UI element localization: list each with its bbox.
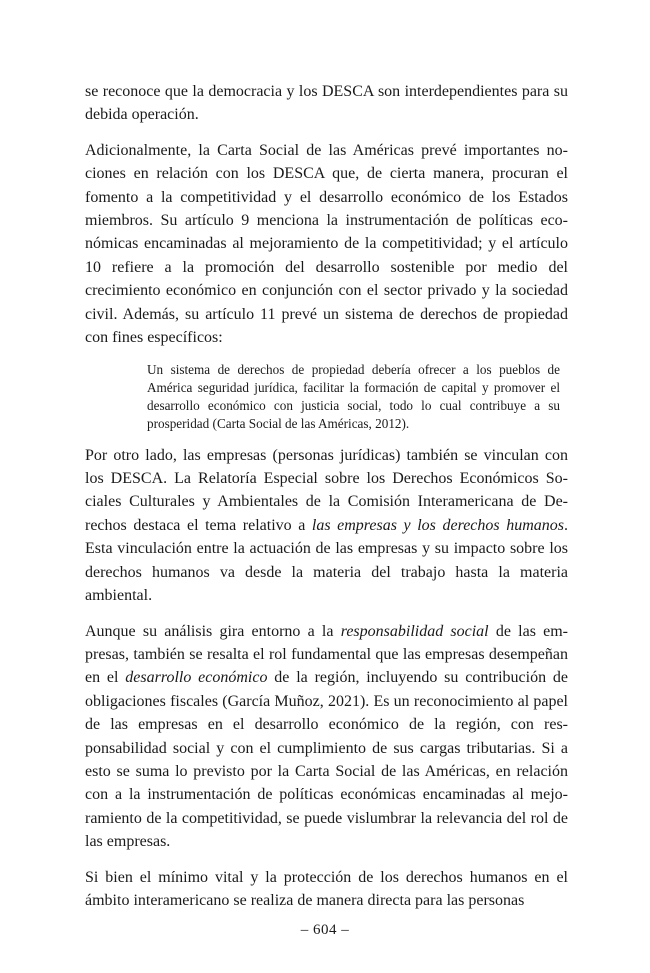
paragraph-text: de las empresas, también se resalta el rol fundamental que las empresas desempeñan en el	[85, 622, 568, 687]
page-number: – 604 –	[300, 922, 350, 938]
paragraph-carta-social: Adicionalmente, la Carta Social de las Américas prevé importantes nociones en relación con los DESCA que, de cierta manera, procuran el fomento a la competitividad y el desarrollo económico de los Estados miembros. Su artículo 9 menciona la instrumentación de políticas económicas encaminadas al mejoramiento de la competitividad; y el artículo 10 refiere a la promoción del desarrollo sostenible por medio del crecimiento económico en conjunción con el sector privado y la sociedad civil. Además, su artículo 11 prevé un sistema de derechos de propiedad con fines específicos:	[85, 141, 568, 347]
italic-phrase: desarrollo económico	[125, 669, 268, 687]
paragraph-minimo-vital: Si bien el mínimo vital y la protección de los derechos humanos en el ámbito interamericano se realiza de manera directa para las personas	[85, 868, 568, 909]
paragraph-continuation: se reconoce que la democracia y los DESCA son interdependientes para su debida operación.	[85, 83, 568, 124]
paragraph-text: Aunque su análisis gira entorno a la	[85, 622, 341, 640]
italic-phrase: responsabilidad social	[340, 622, 489, 640]
paragraph-text: Por otro lado, las empresas (personas jurídicas) también se vinculan con los DESCA. La Relatoría Especial sobre los Derechos Económicos Sociales Culturales y Ambientales de la Comisión Interamericana de Derechos destaca el tema relativo a	[85, 446, 568, 534]
paragraph-text: . Esta vinculación entre la actuación de las empresas y su impacto sobre los derechos humanos va desde la materia del trabajo hasta la materia ambiental.	[85, 516, 568, 605]
paragraph-empresas	[85, 444, 568, 608]
paragraph-responsabilidad	[85, 620, 568, 854]
paragraph-text: de la región, incluyendo su contribución de obligaciones fiscales (García Muñoz, 2021). Es un reconocimiento al papel de las empresas en el desarrollo económico de la región, con responsabilidad social y con el cumplimiento de sus cargas tributarias. Si a esto se suma lo previsto por la Carta Social de las Américas, en relación con a la instrumentación de políticas económicas encaminadas al mejoramiento de la competitividad, se puede vislumbrar la relevancia del rol de las empresas.	[85, 669, 568, 851]
italic-phrase: las empresas y los derechos humanos	[311, 516, 564, 534]
block-quote: Un sistema de derechos de propiedad debería ofrecer a los pueblos de América seguridad jurídica, facilitar la formación de capital y promover el desarrollo económico con justicia social, todo lo cual contribuye a su prosperidad (Carta Social de las Américas, 2012).	[147, 362, 560, 431]
